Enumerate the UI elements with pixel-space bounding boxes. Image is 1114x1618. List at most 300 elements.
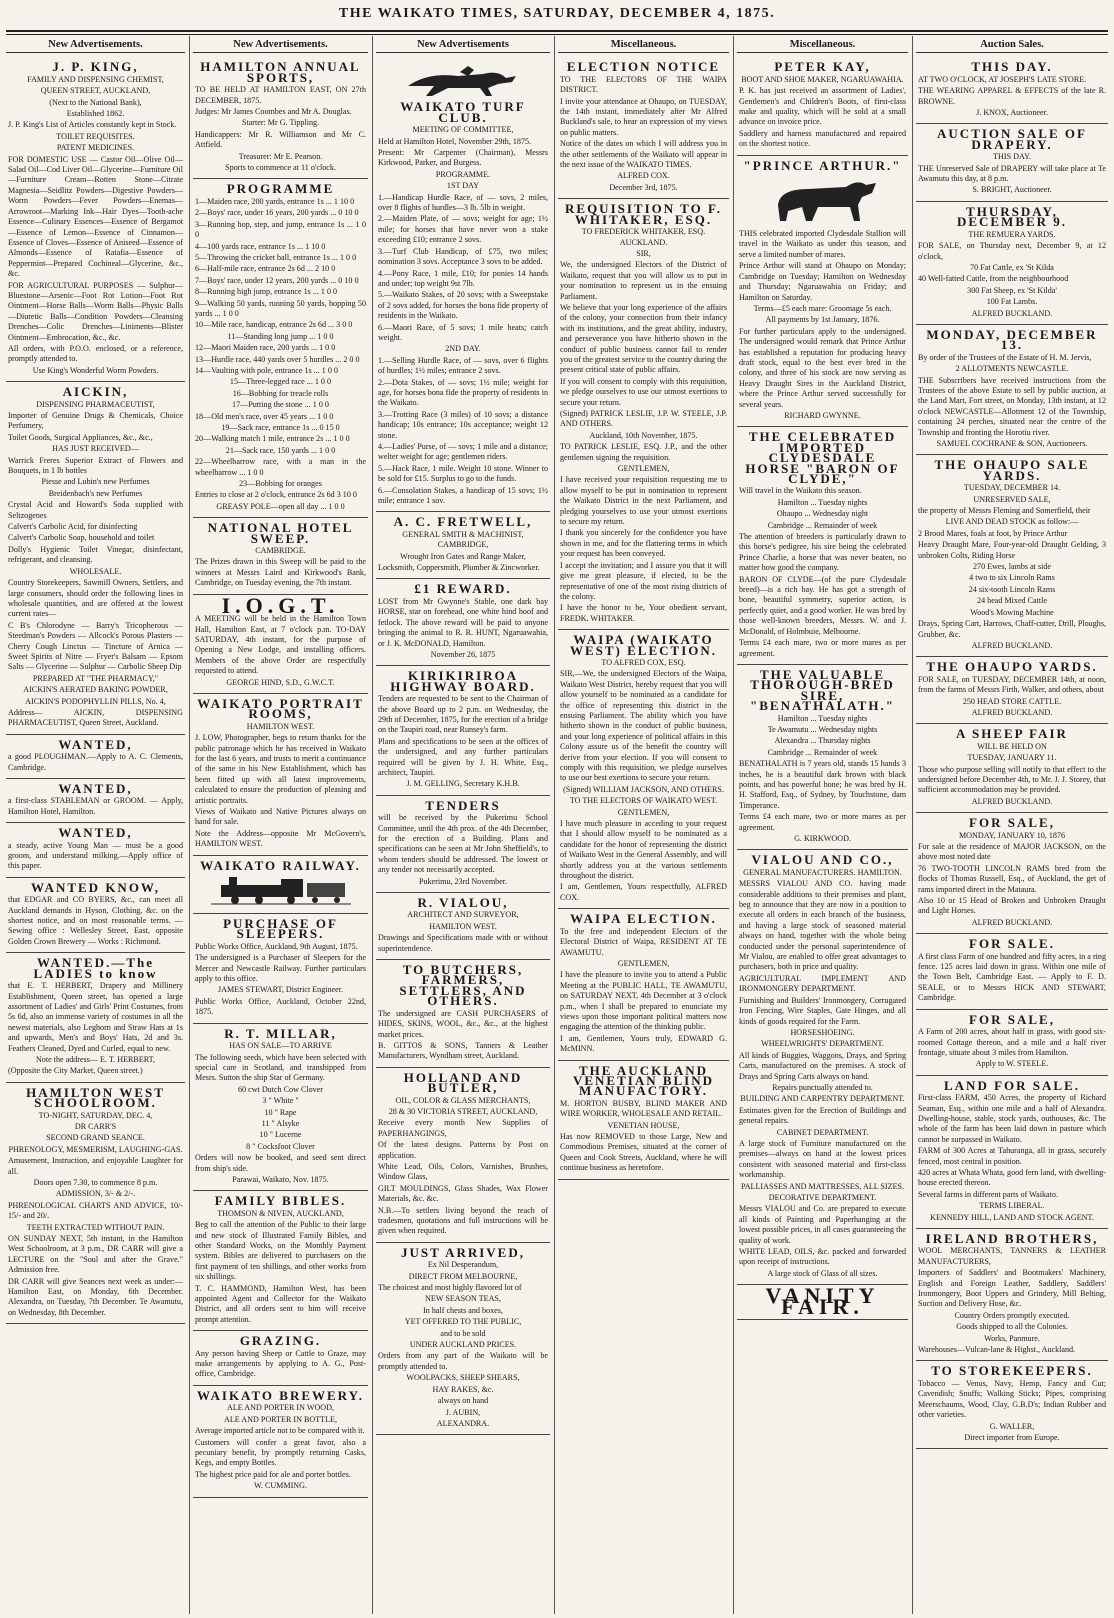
advertisement <box>916 124 1108 201</box>
advertisement-line: THOMSON & NIVEN, AUCKLAND, <box>217 1208 344 1218</box>
advertisement-line: Crystal Acid and Howard's Soda supplied with Seltzogenes <box>8 500 183 520</box>
advertisement-line: I have the honor to be, Your obedient servant, FREDK. WHITAKER. <box>560 603 727 623</box>
advertisement-line: Has now REMOVED to those Large, New and Commodious Premises, situated at the corner of Queen and Cook Streets, Auckland, where he will continue business as heretofore. <box>560 1132 727 1173</box>
advertisement <box>916 1361 1108 1449</box>
advertisement-line: Cambridge ... Remainder of week <box>767 747 878 757</box>
advertisement-line: BENATHALATH is 7 years old, stands 15 hands 3 inches, he is a beautiful dark brown with black points, and has powerful bone; he was bred by H. H. Stafford, Esq., of Sydney, by Touchstone, dam Timperance. <box>739 759 906 810</box>
advertisement-line: JAMES STEWART, District Engineer. <box>217 985 344 995</box>
advertisement-line: ALFRED BUCKLAND. <box>971 796 1053 806</box>
advertisement-line: White Lead, Oils, Colors, Varnishes, Brushes, Window Glass, <box>378 1161 548 1182</box>
advertisement <box>6 382 185 735</box>
advertisement-line: PATENT MEDICINES. <box>56 143 135 153</box>
advertisement-line: Toilet Goods, Surgical Appliances, &c., &c., <box>8 432 153 442</box>
advertisement-line: Views of Waikato and Native Pictures always on hand for sale. <box>195 807 366 827</box>
advertisement-line: ALFRED COX. <box>617 171 670 181</box>
advertisement-line: Parawai, Waikato, Nov. 1875. <box>232 1174 329 1184</box>
advertisement-line: The Prizes drawn in this Sweep will be paid to the winners at Messrs Laird and Kirkwood's Bank, Cambridge, on Tuesday evening, the 7th instant. <box>195 557 366 588</box>
advertisement-line: Warrick Freres Superior Extract of Flowers and Bouquets, in 1 lb bottles <box>8 455 183 476</box>
advertisement-line: 2ND DAY. <box>445 344 481 354</box>
advertisement <box>193 1191 368 1331</box>
advertisement-line: VENETIAN HOUSE, <box>607 1120 680 1130</box>
advertisement-line: We, the undersigned Electors of the District of Waikato, request that you will allow us to put in your nomination to represent us in the ensuing Parliament. <box>560 260 727 301</box>
advertisement-line: J. M. GELLING, Secretary K.H.B. <box>406 779 520 789</box>
advertisement-line: MESSRS VIALOU AND CO. having made considerable additions to their premises and plant, beg to announce that they are now in a position to execute all orders in each branch of the business, and having a large stock of seasoned material always on hand, together with the whole being conducted under the personal superintendence of Mr Vialou, are enabled to offer great advantages to purchasers, both in price and quality. <box>739 879 906 972</box>
advertisement-line: 15—Three-legged race ... 1 0 0 <box>229 377 332 387</box>
advertisement <box>558 909 729 1060</box>
column-heading: New Advertisements. <box>6 40 185 53</box>
advertisement <box>376 1243 550 1436</box>
advertisement-line: the property of Messrs Fleming and Somerfield, their <box>918 506 1091 516</box>
advertisement-line: SIR, <box>636 248 651 258</box>
advertisement-line: a good PLOUGHMAN.—Apply to A. C. Clements, Cambridge. <box>8 752 183 772</box>
advertisement-line: P. K. has just received an assortment of Ladies', Gentlemen's and Children's Boots, of first-class make and quality, which will be sold at a small advance on invoice price. <box>739 86 906 127</box>
advertisement <box>6 953 185 1082</box>
advertisement-line: Tenders are requested to be sent to the Chairman of the above Board up to 2 p.m. on Wednesday, the 29th of December, 1875, for the erection of a bridge on the Taupiri road, near Runsey's farm. <box>378 694 548 735</box>
advertisement <box>376 579 550 666</box>
advertisement <box>193 518 368 594</box>
advertisement-line: 3.—Turf Club Handicap, of £75, two miles; nomination 3 sovs. Acceptance 3 sovs to be added. <box>378 246 548 267</box>
advertisement-line: N.B.—To settlers living beyond the reach of tradesmen, quotations and full instructions will be given when required. <box>378 1205 548 1236</box>
advertisement-line: HAS JUST RECEIVED— <box>52 444 139 454</box>
advertisement-title: THE CELEBRATED IMPORTED CLYDESDALE HORSE "BARON OF CLYDE," <box>745 429 900 486</box>
advertisement-line: always on hand <box>437 1396 489 1406</box>
advertisement-line: The following seeds, which have been selected with special care in Scotland, and transhipped from Mesrs. Sutton the ship Star of Germany. <box>195 1052 366 1083</box>
advertisement-title: FOR SALE, <box>969 815 1055 831</box>
advertisement-line: 2.—Dota Stakes, of — sovs; 1½ mile; weight for age, for horses bona fide the property of residents in the Waikato. <box>378 377 548 408</box>
advertisement-line: 250 HEAD STORE CATTLE. <box>962 696 1062 706</box>
advertisement-line: 3.—Trotting Race (3 miles) of 10 sovs; a distance handicap; 10s entrance; 10s acceptance; weight 12 stone. <box>378 409 548 440</box>
advertisement-line: Saddlery and harness manufactured and repaired on the shortest notice. <box>739 128 906 149</box>
advertisement-line: 5.—Waikato Stakes, of 20 sovs; with a Sweepstake of 2 sovs added, for horses the bona fide property of residents in the Waikato. <box>378 290 548 321</box>
racehorse-woodcut-icon <box>388 64 538 98</box>
advertisement-line: 1ST DAY <box>446 181 480 191</box>
advertisement-line: ARCHITECT AND SURVEYOR, <box>407 910 519 920</box>
advertisement-line: 6—Half-mile race, entrance 2s 6d ... 2 10 0 <box>195 264 336 274</box>
advertisement-title: WAIKATO BREWERY. <box>196 1387 365 1403</box>
column-1 <box>6 40 185 1612</box>
advertisement <box>737 57 908 155</box>
advertisement-line: GEORGE HIND, S.D., G.W.C.T. <box>226 677 335 687</box>
advertisement-line: FOR DOMESTIC USE — Castor Oil—Olive Oil—Salad Oil—Cod Liver Oil—Glycerine—Furniture Oil—Furniture Cream—Rotten Stone—Citrate Magnesia—Seidlitz Powders—Digestive Powders—Worm Powders—Fever Powders—Enemas—Arrowroot—Marking Ink—Hair Dyes—Tooth-ache Essence—Culinary Essences—Essence of Bergamot—Essence of Lemon—Essence of Cinnamon—Essence of Cloves—Essence of Aniseed—Essence of Almonds—Essence of Ratafia—Essence of Peppermint—Prepared Cochineal—Glycerine, &c., &c. <box>8 154 183 279</box>
advertisement-line: MEETING OF COMMITTEE, <box>412 125 514 135</box>
advertisement-line: Terms £4 each mare, two or more mares as per agreement. <box>739 638 906 658</box>
advertisement-line: HAMILTON WEST. <box>246 721 315 731</box>
advertisement-line: ALFRED BUCKLAND. <box>971 917 1053 927</box>
advertisement-line: 7—Boys' race, under 12 years, 200 yards ... 0 10 0 <box>195 275 359 285</box>
advertisement-line: 6.—Maori Race, of 5 sovs; 1 mile heats; catch weight. <box>378 322 548 342</box>
advertisement-line: DIRECT FROM MELBOURNE, <box>408 1271 518 1281</box>
advertisement-line: 24 head Mixed Cattle <box>977 596 1047 606</box>
advertisement-title: THE AUCKLAND VENETIAN BLIND MANUFACTORY. <box>572 1062 715 1099</box>
advertisement <box>737 427 908 665</box>
advertisement-line: TO THE ELECTORS OF WAIKATO WEST. <box>569 796 718 806</box>
advertisement-line: THE Unreserved Sale of DRAPERY will take place at Te Awamutu this day, at 8 p.m. <box>918 163 1106 184</box>
advertisement-title: KIRIKIRIROA HIGHWAY BOARD. <box>390 668 536 694</box>
advertisement-line: G. KIRKWOOD. <box>794 834 851 843</box>
advertisement-line: Estimates given for the Erection of Buildings and general repairs. <box>739 1105 906 1126</box>
advertisement-line: Importers of Saddlers' and Bootmakers' Machinery, English and Foreign Leather, Saddlery, Saddlers' Ironmongery, Boot Uppers and Grindery, Mill Belting, Suction and Delivery Hose, &c. <box>918 1268 1106 1309</box>
column-6 <box>916 40 1108 1612</box>
advertisement <box>376 960 550 1068</box>
advertisement-line: HORSESHOEING. <box>790 1027 855 1037</box>
advertisement-line: Wood's Mowing Machine <box>970 607 1054 617</box>
advertisement <box>916 202 1108 325</box>
advertisement <box>376 893 550 960</box>
advertisement-line: 4 two to six Lincoln Rams <box>969 573 1055 583</box>
advertisement-line: I accept the invitation; and I assure you that it will give me great pleasure, if elected, to be the representative of one of the most rising districts of the colony. <box>560 560 727 601</box>
advertisement-line: 4.—Ladies' Purse, of — sovs; 1 mile and a distance; welter weight for age; gentlemen riders. <box>378 442 548 462</box>
advertisement-line: 70 Fat Cattle, ex 'St Kilda <box>970 262 1054 272</box>
advertisement-line: Terms—£5 each mare: Groomage 5s each. <box>753 303 892 313</box>
advertisement-line: a first-class STABLEMAN or GROOM. — Apply, Hamilton Hotel, Hamilton. <box>8 796 183 816</box>
advertisement-title: PROGRAMME <box>226 181 335 197</box>
advertisement-line: ON SUNDAY NEXT, 5th instant, in the Hamilton West Schoolroom, at 3 p.m., DR CARR will give a LECTURE on the "Soul and after the Grave." Admission free. <box>8 1234 183 1275</box>
advertisement-title: WANTED, <box>58 736 133 752</box>
advertisement-title: J. P. KING, <box>52 59 139 75</box>
column-5 <box>737 40 908 1612</box>
advertisement-line: Direct importer from Europe. <box>964 1432 1060 1442</box>
advertisement <box>193 694 368 856</box>
clydesdale-horse-woodcut-icon <box>758 175 888 225</box>
advertisement-line: GENERAL SMITH & MACHINIST, CAMBRIDGE, <box>402 529 524 550</box>
advertisement-line: DR CARR'S <box>74 1121 117 1131</box>
advertisement-line: 100 Fat Lambs. <box>986 297 1038 307</box>
advertisement <box>6 878 185 953</box>
advertisement-line: 40 Well-fatted Cattle, from the neighbourhood <box>918 274 1069 284</box>
column-rule <box>912 36 913 1614</box>
advertisement-line: I am, Gentlemen, Yours respectfully, ALFRED COX. <box>560 882 727 902</box>
advertisement-line: I am, Gentlemen, Yours truly, EDWARD G. McMINN. <box>560 1033 727 1054</box>
advertisement-line: 24 six-tooth Lincoln Rams <box>968 584 1056 594</box>
advertisement-line: (Opposite the City Market, Queen street.) <box>8 1066 143 1076</box>
advertisement-line: First-class FARM, 450 Acres, the property of Richard Seaman, Esq., within one mile and a half of Alexandra. Dwelling-house, stable, stock yards, outhouses, &c. The whole of the farm has been laid down in pasture which cannot be surpassed in Waikato. <box>918 1093 1106 1144</box>
advertisement-title: AUCTION SALE OF DRAPERY. <box>937 126 1087 152</box>
advertisement-line: Notice of the dates on which I will address you in the other settlements of the Waikato will appear in the next issue of the WAIKATO TIMES. <box>560 139 727 170</box>
advertisement-line: Goods shipped to all the Colonies. <box>956 1322 1068 1332</box>
advertisement-line: Country Storekeepers, Sawmill Owners, Settlers, and large consumers, should order the following lines in wholesale quantities, and are offered at the lowest current rates— <box>8 578 183 619</box>
advertisement-line: QUEEN STREET, AUCKLAND, <box>40 86 151 96</box>
advertisement-line: 22—Wheelbarrow race, with a man in the wheelbarrow ... 1 0 0 <box>195 457 366 477</box>
advertisement <box>193 1386 368 1498</box>
advertisement-title: WAIKATO PORTRAIT ROOMS, <box>197 695 364 722</box>
advertisement-title: FAMILY BIBLES. <box>214 1193 347 1209</box>
advertisement-line: Note the Address—opposite Mr McGovern's, HAMILTON WEST. <box>195 828 366 849</box>
advertisement-line: Te Awamutu ... Wednesday nights <box>767 724 878 734</box>
advertisement-title: THURSDAY, DECEMBER 9. <box>956 203 1068 230</box>
advertisement-line: TO THE ELECTORS OF THE WAIPA DISTRICT. <box>560 74 727 95</box>
advertisement <box>193 914 368 1024</box>
column-heading: Miscellaneous. <box>558 40 729 53</box>
column-heading: New Advertisements. <box>193 40 368 53</box>
advertisement-line: TOILET REQUISITES. <box>56 131 135 141</box>
advertisement-line: Average imported article not to be compared with it. <box>195 1426 365 1436</box>
advertisement-line: 10 " Lucerne <box>259 1130 302 1140</box>
advertisement-line: Works, Panmure. <box>984 1333 1040 1343</box>
advertisement-line: WILL BE HELD ON <box>977 741 1047 751</box>
advertisement <box>193 179 368 518</box>
masthead-rule <box>6 30 1108 35</box>
advertisement-line: Use King's Wonderful Worm Powders. <box>32 365 159 375</box>
advertisement-line: (Signed) PATRICK LESLIE, J.P. W. STEELE, J.P. AND OTHERS. <box>560 409 727 429</box>
advertisement-line: Entries to close at 2 o'clock, entrance 2s 6d 3 10 0 <box>195 490 357 500</box>
advertisement-line: If you will consent to comply with this requisition, we pledge ourselves to use our utmost exertions to secure your return. <box>560 376 727 407</box>
advertisement-line: The attention of breeders is particularly drawn to this horse's pedigree, his sire being the celebrated Prince Charlie, a horse that was never beaten, no matter how good the company. <box>739 532 906 573</box>
advertisement-line: BOOT AND SHOE MAKER, NGARUAWAHIA. <box>741 74 904 84</box>
advertisement-title: TO STOREKEEPERS. <box>931 1363 1093 1379</box>
advertisement <box>558 630 729 909</box>
advertisement-line: In half chests and boxes, <box>423 1305 503 1315</box>
advertisement-line: Heavy Draught Mare, Four-year-old Draught Gelding, 3 unbroken Colts, Riding Horse <box>918 540 1106 560</box>
advertisement-title: THE VALUABLE THOROUGH-BRED SIRE, "BENATHALATH." <box>750 666 895 714</box>
advertisement-line: 10—Mile race, handicap, entrance 2s 6d ... 3 0 0 <box>195 320 353 330</box>
advertisement-line: DISPENSING PHARMACEUTIST, <box>36 399 155 409</box>
advertisement-line: 8—Running high jump, entrance 1s ... 1 0 0 <box>195 287 338 297</box>
advertisement-line: All orders, with P.O.O. enclosed, or a reference, promptly attended to. <box>8 343 183 364</box>
advertisement-title: HOLLAND AND BUTLER, <box>403 1069 523 1096</box>
advertisement-line: MONDAY, JANUARY 10, 1876 <box>958 830 1066 840</box>
advertisement-line: 1.—Selling Hurdle Race, of — sovs, over 6 flights of hurdles; 1½ miles; entrance 2 sovs. <box>378 355 548 376</box>
advertisement-line: Repairs punctually attended to. <box>772 1082 873 1092</box>
advertisement-line: SECOND GRAND SEANCE. <box>46 1133 145 1143</box>
advertisement <box>193 57 368 179</box>
advertisement-title: VIALOU AND CO., <box>751 852 894 868</box>
masthead: THE WAIKATO TIMES, SATURDAY, DECEMBER 4, 1875. <box>338 6 776 21</box>
advertisement-line: Drays, Spring Cart, Harrows, Chaff-cutter, Drill, Ploughs, Grubber, &c. <box>918 619 1106 639</box>
advertisement-line: Held at Hamilton Hotel, November 29th, 1875. <box>378 136 532 146</box>
advertisement-title: WAIPA (WAIKATO WEST) ELECTION. <box>569 632 718 658</box>
advertisement-line: 3—Running hop, step, and jump, entrance 1s ... 1 0 0 <box>195 219 366 240</box>
advertisement <box>737 665 908 851</box>
advertisement-line: Public Works Office, Auckland, October 22nd, 1875. <box>195 996 366 1017</box>
advertisement-line: BARON OF CLYDE—(of the pure Clydesdale breed)—is a rich bay. He has got a strength of bone, beautiful symmetry, superior action, is perfectly quiet, and a good worker. He was bred by those well-known breeders, Messrs. W. and J. McDonald, of Holmbuie, Melbourne. <box>739 574 906 636</box>
advertisement-line: 300 Fat Sheep, ex 'St Kilda' <box>967 285 1057 295</box>
advertisement <box>916 657 1108 724</box>
advertisement <box>6 57 185 382</box>
advertisement-line: I have much pleasure in acceding to your request that I should allow myself to be nominated as a candidate for the honor of representing the district of Waikato West in the General Assembly, and will shortly address you at the various settlements throughout the district. <box>560 819 727 881</box>
advertisement-line: ALE AND PORTER IN WOOD, <box>226 1403 335 1413</box>
advertisement-title: WANTED.—The LADIES to know <box>33 955 158 981</box>
advertisement-line: 11—Standing long jump ... 1 0 0 <box>227 331 334 341</box>
advertisement-line: Dolly's Hygienic Toilet Vinegar, disinfectant, refrigerant, and cleansing. <box>8 544 183 565</box>
advertisement-line: Will travel in the Waikato this season. <box>739 486 862 496</box>
advertisement-line: Drawings and Specifications made with or without superintendence. <box>378 933 548 953</box>
advertisement-line: Those who purpose selling will notify to that effect to the undersigned before December 4th, to Mr. J. J. Storey, that sufficient accommodation may be provided. <box>918 764 1106 795</box>
advertisement-line: OIL, COLOR & GLASS MERCHANTS, <box>395 1095 531 1105</box>
advertisement-line: For further particulars apply to the undersigned. The undersigned would remark that Prince Arthur has established a reputation for producing heavy draft stock, equal to the best ever bred in the colony, and three of his stock are now serving as Heavy Draught Sires in the Auckland District, where the Prince Arthur served successfully for several years. <box>739 326 906 409</box>
advertisement-line: ADMISSION, 3/- & 2/-. <box>55 1189 136 1199</box>
advertisement-line: Present: Mr Carpenter (Chairman), Messrs Kirkwood, Parker, and Burgess. <box>378 148 548 168</box>
advertisement <box>193 856 368 914</box>
advertisement-line: 1.—Handicap Hurdle Race, of — sovs, 2 miles, over 8 flights of hurdles—3 lb. 5lb in weight. <box>378 192 548 213</box>
advertisement-line: W. CUMMING. <box>254 1481 307 1491</box>
advertisement-line: 60 cwt Dutch Cow Clover <box>238 1084 323 1094</box>
advertisement-title: WANTED KNOW, <box>31 879 160 895</box>
advertisement-line: Piesse and Lubin's new Perfumes <box>41 477 150 487</box>
advertisement-line: Treasurer: Mr E. Pearson. <box>238 151 323 161</box>
advertisement <box>737 850 908 1285</box>
advertisement-title: PETER KAY, <box>774 59 871 75</box>
advertisement-line: a steady, active Young Man — must be a good groom, and understand milking.—Apply office of this paper. <box>8 840 183 871</box>
advertisement-line: Apply to W. STEELE. <box>975 1059 1049 1069</box>
advertisement-line: KENNEDY HILL, LAND AND STOCK AGENT. <box>930 1212 1094 1222</box>
advertisement-line: Calvert's Carbolic Soap, household and toilet <box>8 533 155 543</box>
advertisement-line: TO BE HELD AT HAMILTON EAST, ON 27th DECEMBER, 1875. <box>195 85 366 105</box>
advertisement-line: PREPARED AT "THE PHARMACY," <box>32 673 159 683</box>
advertisement-line: I have received your requisition requesting me to allow myself to be put in nomination to represent the Waikato District in the next Parliament, and pledging yourselves to use your utmost exertions to secure my return. <box>560 475 727 527</box>
advertisement-title: JUST ARRIVED, <box>400 1244 525 1260</box>
advertisement-line: that E. T. HERBERT, Drapery and Millinery Establishment, Queen street, has opened a large assortment of Ladies' and Girls' Print Costumes, from 5s 6d, also an immense variety of costumes in all the newest materials, also Leghorn and Straw Hats at 1s and upwards, Men's and Boys' Hats, 2d and 3s. Feathers Cleaned, Dyed and Curled, equal to new. <box>8 981 183 1053</box>
advertisement-line: FOR SALE, on Thursday next, December 9, at 12 o'clock, <box>918 241 1106 261</box>
advertisement-line: To the free and independent Electors of the Electoral District of Waipa, RESIDENT AT TE AWAMUTU. <box>560 926 727 957</box>
advertisement-line: Hamilton ... Tuesday nights <box>777 497 868 507</box>
advertisement-line: WHEELWRIGHTS' DEPARTMENT. <box>761 1039 884 1049</box>
advertisement-line: 21—Sack race, 150 yards ... 1 0 0 <box>225 445 336 455</box>
advertisement-line: I thank you sincerely for the confidence you have shown in me, and for the flattering terms in which your request has been conveyed. <box>560 528 727 559</box>
advertisement-line: (Signed) WILLIAM JACKSON, AND OTHERS. <box>563 784 724 794</box>
advertisement-line: All payments by 1st January, 1876. <box>765 315 880 325</box>
advertisement-line: 18—Old men's race, over 45 years ... 1 0 0 <box>195 411 334 421</box>
advertisement-line: and to be sold <box>440 1328 486 1338</box>
advertisement <box>193 1331 368 1386</box>
advertisement-title: GRAZING. <box>239 1333 322 1349</box>
advertisement-line: Address— AICKIN, DISPENSING PHARMACEUTIST, Queen Street, Auckland. <box>8 707 183 728</box>
advertisement <box>376 512 550 579</box>
advertisement-line: UNDER AUCKLAND PRICES. <box>409 1340 517 1350</box>
advertisement-line: 4.—Pony Race, 1 mile, £10; for ponies 14 hands and under; top weight 9st 7lb. <box>378 268 548 288</box>
advertisement-line: Importer of Genuine Drugs & Chemicals, Choice Perfumery, <box>8 411 183 431</box>
advertisement-line: Sports to commence at 11 o'clock. <box>225 163 336 173</box>
advertisement <box>737 156 908 428</box>
advertisement-line: AT TWO O'CLOCK, AT JOSEPH'S LATE STORE. <box>918 74 1087 84</box>
advertisement-line: PROGRAMME. <box>435 169 491 179</box>
advertisement <box>916 724 1108 813</box>
advertisement-line: TEETH EXTRACTED WITHOUT PAIN. <box>26 1222 165 1232</box>
advertisement <box>916 455 1108 657</box>
advertisement-title: £1 REWARD. <box>414 581 512 597</box>
advertisement-line: PALLIASSES AND MATTRESSES, ALL SIZES. <box>740 1181 905 1191</box>
advertisement-line: Messrs VIALOU and Co. are prepared to execute all kinds of Painting and Paperhanging at the lowest possible prices, in all cases guaranteeing the quality of work. <box>739 1204 906 1245</box>
advertisement-line: LIVE AND DEAD STOCK as follow:— <box>945 517 1079 527</box>
advertisement-line: J. LOW, Photographer, begs to return thanks for the public patronage which he has received in Waikato for the last 6 years, and trusts to merit a continuance of the same in his New Establishment, which has been fitted up with all latest improvements, calculated to ensure the production of pleasing and artistic portraits. <box>195 733 366 805</box>
advertisement-title: ELECTION NOTICE <box>566 59 721 75</box>
advertisement-line: 5—Throwing the cricket ball, entrance 1s ... 1 0 0 <box>195 252 357 262</box>
advertisement-line: Auckland, 10th November, 1875. <box>589 430 698 440</box>
advertisement-line: FAMILY AND DISPENSING CHEMIST, <box>27 74 164 84</box>
advertisement-line: RICHARD GWYNNE. <box>784 410 861 420</box>
advertisement-line: HAS ON SALE—TO ARRIVE <box>229 1041 332 1051</box>
advertisement-line: Furnishing and Builders' Ironmongery, Corrugated Iron Fencing, Wire Staples, Gate Hinges, and all kinds of goods required for the Farm. <box>739 995 906 1026</box>
advertisement-line: GENTLEMEN, <box>617 464 670 474</box>
advertisement-line: Orders will now be booked, and seed sent direct from ship's side. <box>195 1153 366 1173</box>
advertisement-line: Note the address— E. T. HERBERT, <box>35 1054 156 1064</box>
railway-engine-woodcut-icon <box>211 875 351 905</box>
advertisement-line: 16—Bobbing for treacle rolls <box>232 388 329 398</box>
advertisement-line: 9—Walking 50 yards, running 50 yards, hopping 50 yards ... 1 0 0 <box>195 298 366 318</box>
advertisement-title: HAMILTON WEST SCHOOLROOM. <box>26 1084 165 1111</box>
advertisement-line: ALFRED BUCKLAND. <box>971 308 1053 318</box>
advertisement-line: (Next to the National Bank), <box>49 97 142 107</box>
advertisement-line: Beg to call the attention of the Public to their large and new stock of Illustrated Family Bibles, and other Standard Works, on the Monthly Payment system. Bibles are delivered to purchasers on the first payment of ten shillings, and other works from six shillings. <box>195 1220 366 1282</box>
advertisement-line: THE WEARING APPAREL & EFFECTS of the late R. BROWNE. <box>918 86 1106 106</box>
advertisement-line: Tobacco — Venus, Navy, Hemp, Fancy and Cut; Cavendish; Snuffs; Walking Sticks; Pipes, comprising Meerschaums, Wood, Clay, G.B.D's; Indian Rubber and other varieties. <box>918 1378 1106 1420</box>
column-rule <box>189 36 190 1614</box>
advertisement-title: PURCHASE OF SLEEPERS. <box>223 916 338 942</box>
advertisement-line: Any person having Sheep or Cattle to Graze, may make arrangements by applying to A. G., Post-office, Cambridge. <box>195 1348 366 1379</box>
advertisement-line: 2 Brood Mares, foals at foot, by Prince Arthur <box>918 528 1068 538</box>
column-heading: Miscellaneous. <box>737 40 908 53</box>
advertisement-line: 270 Ewes, lambs at side <box>972 562 1051 572</box>
advertisement-line: The highest price paid for ale and porter bottles. <box>195 1469 351 1479</box>
advertisement-line: FARM of 300 Acres at Tahuranga, all in grass, securely fenced, most central in position. <box>918 1146 1106 1166</box>
advertisement-line: 6.—Consolation Stakes, a handicap of 15 sovs; 1½ mile; entrance 1 sov. <box>378 485 548 506</box>
advertisement-line: THIS DAY. <box>993 152 1031 162</box>
advertisement-line: THE REMUERA YARDS. <box>968 229 1056 239</box>
advertisement <box>6 823 185 878</box>
advertisement-line: HAY RAKES, &c. <box>432 1384 494 1394</box>
column-4 <box>558 40 729 1612</box>
advertisement-title: THE OHAUPO YARDS. <box>926 659 1098 675</box>
advertisement-line: Cambridge ... Remainder of week <box>767 520 878 530</box>
advertisement-line: Wrought Iron Gates and Range Maker, <box>400 551 526 561</box>
advertisement-line: Prince Arthur will stand at Ohaupo on Monday; Cambridge on Tuesday; Hamilton on Wednesday and Thursday; Ngaruawahia on Friday; and Hamilton on Saturday. <box>739 261 906 302</box>
advertisement-title: A SHEEP FAIR <box>956 726 1068 742</box>
advertisement-line: will be received by the Pukerimu School Committee, until the 4th prox. of the 4th December, for the erection of a Building. Plans and specifications can be seen at Mr John Sheffield's, to whom tenders should be addressed. The lowest or any tender not necessarily accepted. <box>378 813 548 875</box>
advertisement-line: J. AUBIN, <box>445 1407 481 1417</box>
advertisement <box>916 813 1108 934</box>
advertisement-title: HAMILTON ANNUAL SPORTS, <box>200 59 361 85</box>
advertisement-line: Terms £4 each mare, two or more mares as per agreement. <box>739 812 906 832</box>
advertisement-line: G. WALLER, <box>989 1421 1035 1431</box>
advertisement-line: I have the pleasure to invite you to attend a Public Meeting at the PUBLIC HALL, TE AWAMUTU, on SATURDAY NEXT, 4th December at 3 o'clock p.m., when I shall be prepared to enunciate my views upon those important political matters now engaging the attention of the thinking public. <box>560 970 727 1032</box>
advertisement <box>916 325 1108 455</box>
advertisement-line: GENTLEMEN, <box>617 958 670 968</box>
advertisement-line: UNRESERVED SALE, <box>973 494 1051 504</box>
advertisement-line: Established 1862. <box>66 109 125 119</box>
advertisement-line: 8 " Cocksfoot Clover <box>246 1141 315 1151</box>
advertisement <box>916 57 1108 124</box>
advertisement-line: GENERAL MANUFACTURERS. HAMILTON. <box>743 867 902 877</box>
advertisement-line: ALFRED BUCKLAND. <box>971 640 1053 650</box>
advertisement <box>376 796 550 893</box>
advertisement-title: "PRINCE ARTHUR." <box>743 157 902 173</box>
advertisement <box>376 1068 550 1243</box>
advertisement-line: 1—Maiden race, 200 yards, entrance 1s ... 1 10 0 <box>195 196 355 206</box>
advertisement-line: 2.—Maiden Plate, of — sovs; weight for age; 1½ mile; for horses that have never won a stake exceeding £10; entrance 2 sovs. <box>378 214 548 245</box>
advertisement-line: Hamilton ... Tuesday nights <box>777 713 868 723</box>
advertisement-line: B. GITTOS & SONS, Tanners & Leather Manufacturers, Wyndham street, Auckland. <box>378 1040 548 1061</box>
advertisement-line: 11 " Alsyke <box>261 1118 300 1128</box>
advertisement-line: WOOLPACKS, SHEEP SHEARS, <box>406 1373 520 1383</box>
advertisement-title: WAIKATO RAILWAY. <box>200 857 361 873</box>
advertisement-title: WANTED, <box>58 781 133 796</box>
advertisement-line: C B's Chlorodyne — Barry's Tricopherous — Steedman's Powders — Allcock's Porous Plasters — Cherry Cough Linctus — Tincture of Arnica — Sweet Spirits of Nitre — Fryer's Balsam — Epsom Salts — Glycerine — Sulphur — Carbolic Sheep Dip <box>8 620 183 672</box>
advertisement-line: For sale at the residence of MAJOR JACKSON, on the above most noted date <box>918 842 1106 862</box>
advertisement <box>558 1061 729 1180</box>
advertisement-line: J. KNOX, Auctioneer. <box>976 108 1048 118</box>
advertisement-line: ALEXANDRA. <box>436 1418 490 1428</box>
advertisement-title: FOR SALE, <box>969 1011 1055 1027</box>
advertisement-line: T. C. HAMMOND, Hamilton West, has been appointed Agent and Collector for the Waikato District, and all orders sent to him will receive prompt attention. <box>195 1283 366 1324</box>
advertisement-line: THIS celebrated imported Clydesdale Stallion will travel in the Waikato as under this season, and serve a limited number of mares. <box>739 229 906 259</box>
advertisement-line: By order of the Trustees of the Estate of H. M. Jervis, <box>918 352 1092 362</box>
column-2 <box>193 40 368 1612</box>
advertisement <box>916 934 1108 1009</box>
advertisement-title: WAIKATO TURF CLUB. <box>400 99 526 125</box>
advertisement-line: Alexandra ... Thursday nights <box>774 736 871 746</box>
advertisement <box>6 779 185 823</box>
advertisement-line: Of the latest designs. Patterns by Post on application. <box>378 1140 548 1160</box>
advertisement-line: All kinds of Buggies, Waggons, Drays, and Spring Carts, manufactured on the premises. A stock of Drays and Spring Carts always on hand. <box>739 1050 906 1081</box>
